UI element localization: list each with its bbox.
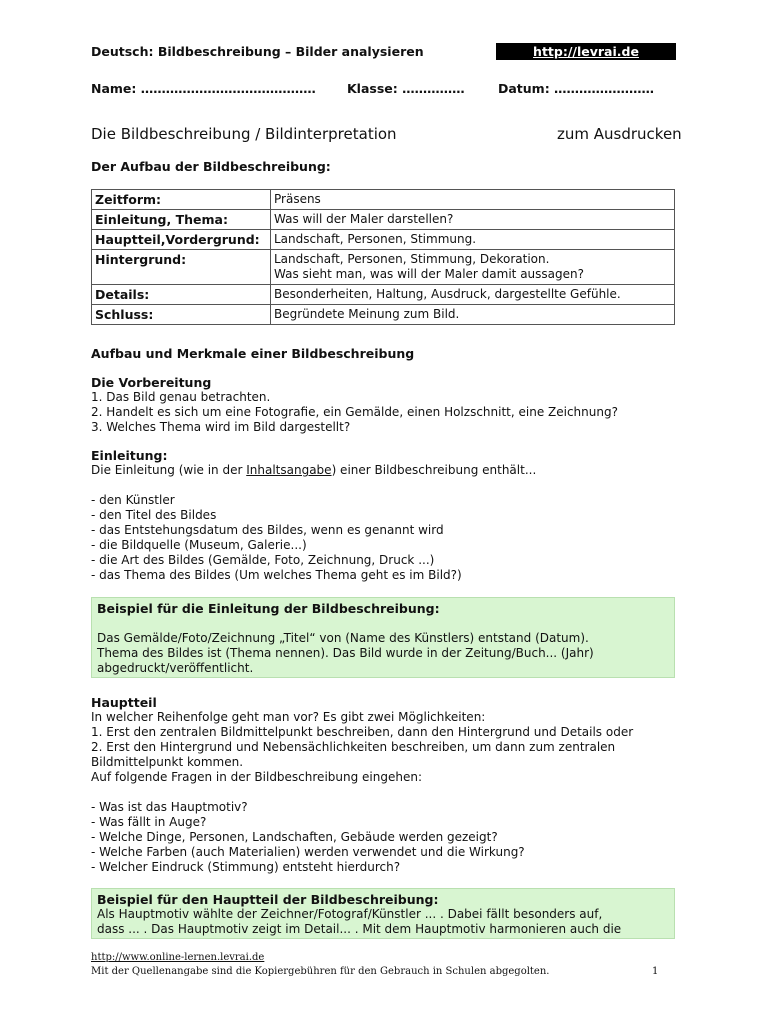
header-url-link[interactable]: http://levrai.de — [533, 44, 639, 59]
structure-table — [91, 189, 675, 325]
example-main-title: Beispiel für den Hauptteil der Bildbeschreibung: — [97, 892, 439, 907]
example-line: dass ... . Das Hauptmotiv zeigt im Detail... . Mit dem Hauptmotiv harmonieren auch die — [97, 922, 622, 936]
table-key-cell: Schluss: — [92, 305, 271, 325]
example-line: Das Gemälde/Foto/Zeichnung „Titel“ von (Name des Künstlers) entstand (Datum). — [97, 631, 589, 645]
list-item: - Welcher Eindruck (Stimmung) entsteht hierdurch? — [91, 860, 401, 874]
hauptteil-line: 2. Erst den Hintergrund und Nebensächlichkeiten beschreiben, um dann zum zentralen — [91, 740, 616, 754]
table-value-cell — [271, 230, 675, 250]
table-value-line: Begründete Meinung zum Bild. — [274, 307, 460, 321]
page-title: Die Bildbeschreibung / Bildinterpretation — [91, 125, 397, 143]
table-value-cell — [271, 250, 675, 285]
table-row — [92, 250, 675, 285]
table-value-line: Besonderheiten, Haltung, Ausdruck, dargestellte Gefühle. — [274, 287, 621, 301]
list-item: - Welche Dinge, Personen, Landschaften, Gebäude werden gezeigt? — [91, 830, 498, 844]
table-value-cell — [271, 190, 675, 210]
hauptteil-heading: Hauptteil — [91, 695, 157, 710]
table-key-cell: Einleitung, Thema: — [92, 210, 271, 230]
list-item: - Was fällt in Auge? — [91, 815, 207, 829]
structure-heading: Der Aufbau der Bildbeschreibung: — [91, 159, 331, 174]
footer-url-link[interactable]: http://www.online-lernen.levrai.de — [91, 952, 265, 963]
name-field-label: Name: …………………………………… — [91, 81, 316, 96]
example-line: Als Hauptmotiv wählte der Zeichner/Fotograf/Künstler ... . Dabei fällt besonders auf, — [97, 907, 603, 921]
hauptteil-line: In welcher Reihenfolge geht man vor? Es gibt zwei Möglichkeiten: — [91, 710, 486, 724]
worksheet-subject: Deutsch: Bildbeschreibung – Bilder analysieren — [91, 44, 424, 59]
hauptteil-block — [91, 695, 633, 875]
table-key-cell: Hauptteil,Vordergrund: — [92, 230, 271, 250]
example-line: Thema des Bildes ist (Thema nennen). Das Bild wurde in der Zeitung/Buch... (Jahr) — [97, 646, 594, 660]
list-item: - das Entstehungsdatum des Bildes, wenn es genannt wird — [91, 523, 444, 537]
table-row — [92, 305, 675, 325]
intro-text-after: ) einer Bildbeschreibung enthält... — [331, 463, 537, 477]
table-row — [92, 230, 675, 250]
table-value-line: Präsens — [274, 192, 321, 206]
table-row — [92, 285, 675, 305]
table-value-cell — [271, 285, 675, 305]
list-item: - den Titel des Bildes — [91, 508, 217, 522]
list-item: - die Art des Bildes (Gemälde, Foto, Zeichnung, Druck ...) — [91, 553, 435, 567]
list-item: 2. Handelt es sich um eine Fotografie, ein Gemälde, einen Holzschnitt, eine Zeichnung? — [91, 405, 618, 419]
footer-note: Mit der Quellenangabe sind die Kopiergebühren für den Gebrauch in Schulen abgegolten. — [91, 966, 550, 977]
inhaltsangabe-link[interactable]: Inhaltsangabe — [246, 463, 332, 477]
einleitung-intro — [91, 463, 536, 478]
page-title-aside: zum Ausdrucken — [557, 125, 682, 143]
table-key-cell: Hintergrund: — [92, 250, 271, 285]
list-item: 3. Welches Thema wird im Bild dargestellt? — [91, 420, 351, 434]
intro-text-before: Die Einleitung (wie in der — [91, 463, 247, 477]
table-value-line: Was will der Maler darstellen? — [274, 212, 454, 226]
table-value-line: Landschaft, Personen, Stimmung. — [274, 232, 477, 246]
example-main-box — [91, 888, 675, 939]
list-item: - die Bildquelle (Museum, Galerie...) — [91, 538, 307, 552]
list-item: - Welche Farben (auch Materialien) werden verwendet und die Wirkung? — [91, 845, 525, 859]
list-item: - das Thema des Bildes (Um welches Thema geht es im Bild?) — [91, 568, 462, 582]
vorbereitung-block — [91, 375, 618, 435]
section-heading: Aufbau und Merkmale einer Bildbeschreibung — [91, 346, 415, 361]
list-item: - Was ist das Hauptmotiv? — [91, 800, 248, 814]
vorbereitung-heading: Die Vorbereitung — [91, 375, 212, 390]
hauptteil-line: Bildmittelpunkt kommen. — [91, 755, 244, 769]
table-value-line: Was sieht man, was will der Maler damit aussagen? — [274, 267, 584, 281]
table-value-cell — [271, 305, 675, 325]
table-row — [92, 190, 675, 210]
einleitung-heading: Einleitung: — [91, 448, 168, 463]
hauptteil-line: Auf folgende Fragen in der Bildbeschreibung eingehen: — [91, 770, 422, 784]
example-line: abgedruckt/veröffentlicht. — [97, 661, 254, 675]
einleitung-block — [91, 448, 536, 583]
header-url-box[interactable] — [496, 43, 676, 60]
hauptteil-line: 1. Erst den zentralen Bildmittelpunkt beschreiben, dann den Hintergrund und Details oder — [91, 725, 634, 739]
list-item: - den Künstler — [91, 493, 175, 507]
example-intro-box — [91, 597, 675, 678]
table-value-line: Landschaft, Personen, Stimmung, Dekoration. — [274, 252, 550, 266]
date-field-label: Datum: …………………… — [498, 81, 655, 96]
example-intro-title: Beispiel für die Einleitung der Bildbeschreibung: — [97, 601, 440, 616]
list-item: 1. Das Bild genau betrachten. — [91, 390, 271, 404]
table-key-cell: Details: — [92, 285, 271, 305]
table-row — [92, 210, 675, 230]
table-value-cell — [271, 210, 675, 230]
table-key-cell: Zeitform: — [92, 190, 271, 210]
page-number: 1 — [652, 966, 659, 977]
class-field-label: Klasse: …………… — [347, 81, 465, 96]
